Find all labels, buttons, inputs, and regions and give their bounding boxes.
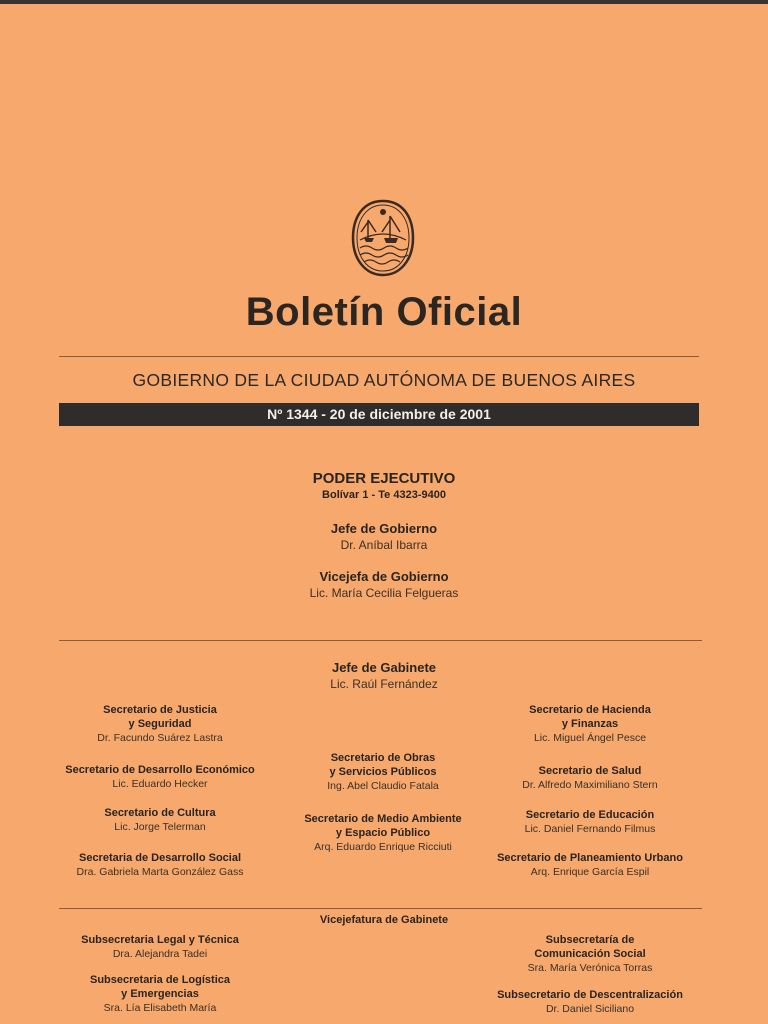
title-divider bbox=[59, 356, 699, 357]
bulletin-title: Boletín Oficial bbox=[245, 290, 523, 334]
vice-cabinet-entry bbox=[40, 933, 280, 961]
entry-title: y Seguridad bbox=[128, 718, 192, 730]
entry-name: Sra. Lía Elisabeth María bbox=[103, 1002, 217, 1014]
entry-title: Subsecretario de Descentralización bbox=[497, 989, 683, 1001]
entry-title: Secretario de Hacienda bbox=[529, 704, 651, 716]
entry-name: Arq. Eduardo Enrique Ricciuti bbox=[314, 841, 452, 853]
head-of-government-title: Jefe de Gobierno bbox=[330, 521, 438, 536]
cabinet-entry bbox=[270, 751, 496, 793]
entry-title: Subsecretaria de Logística bbox=[90, 974, 230, 986]
entry-title: Secretario de Planeamiento Urbano bbox=[497, 852, 683, 864]
cabinet-entry bbox=[40, 763, 280, 791]
entry-name: Dr. Alfredo Maximiliano Stern bbox=[522, 779, 658, 791]
executive-divider bbox=[59, 640, 702, 641]
entry-name: Lic. Jorge Telerman bbox=[114, 821, 206, 833]
entry-title: y Servicios Públicos bbox=[329, 766, 437, 778]
page-top-edge bbox=[0, 0, 768, 4]
entry-title: y Emergencias bbox=[121, 988, 199, 1000]
vice-cabinet-entry bbox=[40, 973, 280, 1015]
cabinet-entry bbox=[470, 764, 710, 792]
executive-section bbox=[0, 470, 768, 502]
entry-name: Dr. Facundo Suárez Lastra bbox=[97, 732, 223, 744]
vice-cabinet-entry bbox=[470, 988, 710, 1016]
entry-title: Secretario de Obras bbox=[330, 752, 436, 764]
cabinet-chief-name: Lic. Raúl Fernández bbox=[330, 677, 438, 691]
entry-title: Subsecretaría de bbox=[545, 934, 635, 946]
cabinet-entry bbox=[40, 851, 280, 879]
entry-name: Ing. Abel Claudio Fatala bbox=[327, 780, 439, 792]
cabinet-entry bbox=[40, 806, 280, 834]
cabinet-entry bbox=[470, 703, 710, 745]
entry-name: Dr. Daniel Siciliano bbox=[545, 1003, 635, 1015]
vice-head-of-government bbox=[0, 569, 768, 601]
entry-title: Secretario de Desarrollo Económico bbox=[65, 764, 255, 776]
issue-number-bar: Nº 1344 - 20 de diciembre de 2001 bbox=[59, 403, 699, 426]
cabinet-entry bbox=[270, 812, 496, 854]
vice-head-title: Vicejefa de Gobierno bbox=[319, 569, 449, 584]
executive-title: PODER EJECUTIVO bbox=[312, 470, 456, 487]
entry-title: Subsecretaria Legal y Técnica bbox=[81, 934, 239, 946]
entry-name: Lic. Miguel Ángel Pesce bbox=[533, 732, 647, 744]
entry-name: Lic. Eduardo Hecker bbox=[112, 778, 208, 790]
entry-title: Secretario de Educación bbox=[525, 809, 655, 821]
entry-title: Secretaria de Desarrollo Social bbox=[78, 852, 242, 864]
vice-head-name: Lic. María Cecilia Felgueras bbox=[309, 586, 459, 600]
entry-name: Dra. Alejandra Tadei bbox=[112, 948, 208, 960]
cabinet-divider bbox=[59, 908, 702, 909]
vice-cabinet-title: Vicejefatura de Gabinete bbox=[319, 914, 449, 926]
cabinet-entry bbox=[470, 851, 710, 879]
vice-cabinet-section bbox=[0, 913, 768, 927]
entry-name: Arq. Enrique García Espil bbox=[530, 866, 650, 878]
head-of-government-name: Dr. Aníbal Ibarra bbox=[340, 538, 428, 552]
entry-name: Dra. Gabriela Marta González Gass bbox=[76, 866, 244, 878]
entry-title: y Finanzas bbox=[561, 718, 619, 730]
entry-title: Secretario de Salud bbox=[538, 765, 642, 777]
entry-title: Secretario de Cultura bbox=[104, 807, 216, 819]
government-name: GOBIERNO DE LA CIUDAD AUTÓNOMA DE BUENOS AIRES bbox=[132, 370, 636, 390]
cabinet-entry bbox=[470, 808, 710, 836]
entry-name: Sra. María Verónica Torras bbox=[527, 962, 653, 974]
entry-title: Comunicación Social bbox=[534, 948, 646, 960]
city-coat-of-arms-icon bbox=[350, 198, 416, 278]
cabinet-chief bbox=[0, 660, 768, 692]
head-of-government bbox=[0, 521, 768, 553]
entry-name: Lic. Daniel Fernando Filmus bbox=[524, 823, 656, 835]
executive-address: Bolívar 1 - Te 4323-9400 bbox=[322, 489, 446, 501]
cabinet-entry bbox=[40, 703, 280, 745]
entry-title: Secretario de Medio Ambiente bbox=[304, 813, 462, 825]
cabinet-chief-title: Jefe de Gabinete bbox=[331, 660, 437, 675]
entry-title: y Espacio Público bbox=[335, 827, 431, 839]
entry-title: Secretario de Justicia bbox=[103, 704, 217, 716]
vice-cabinet-entry bbox=[470, 933, 710, 975]
